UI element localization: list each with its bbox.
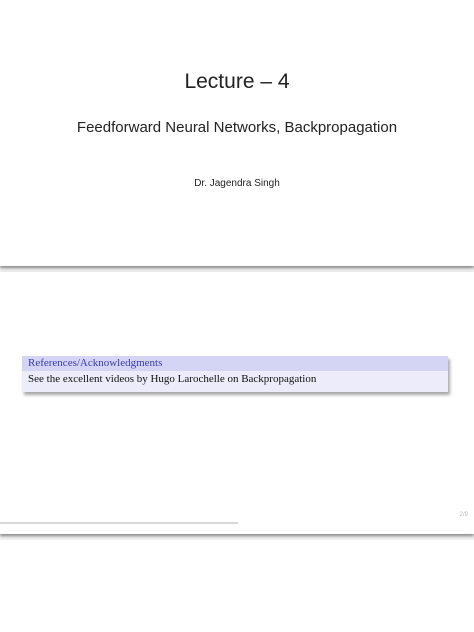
slide-footer-bar [0,522,238,524]
author-name: Dr. Jagendra Singh [194,178,280,189]
references-block [22,356,448,392]
references-block-body: See the excellent videos by Hugo Larochelle on Backpropagation [22,371,448,392]
lecture-subtitle: Feedforward Neural Networks, Backpropagation [76,119,398,136]
references-block-title: References/Acknowledgments [22,356,448,371]
slide-3-partial [0,540,474,632]
slide-2 [0,272,474,534]
page-number: 2/9 [459,512,468,518]
lecture-title: Lecture – 4 [184,70,290,93]
slide-1 [0,0,474,266]
